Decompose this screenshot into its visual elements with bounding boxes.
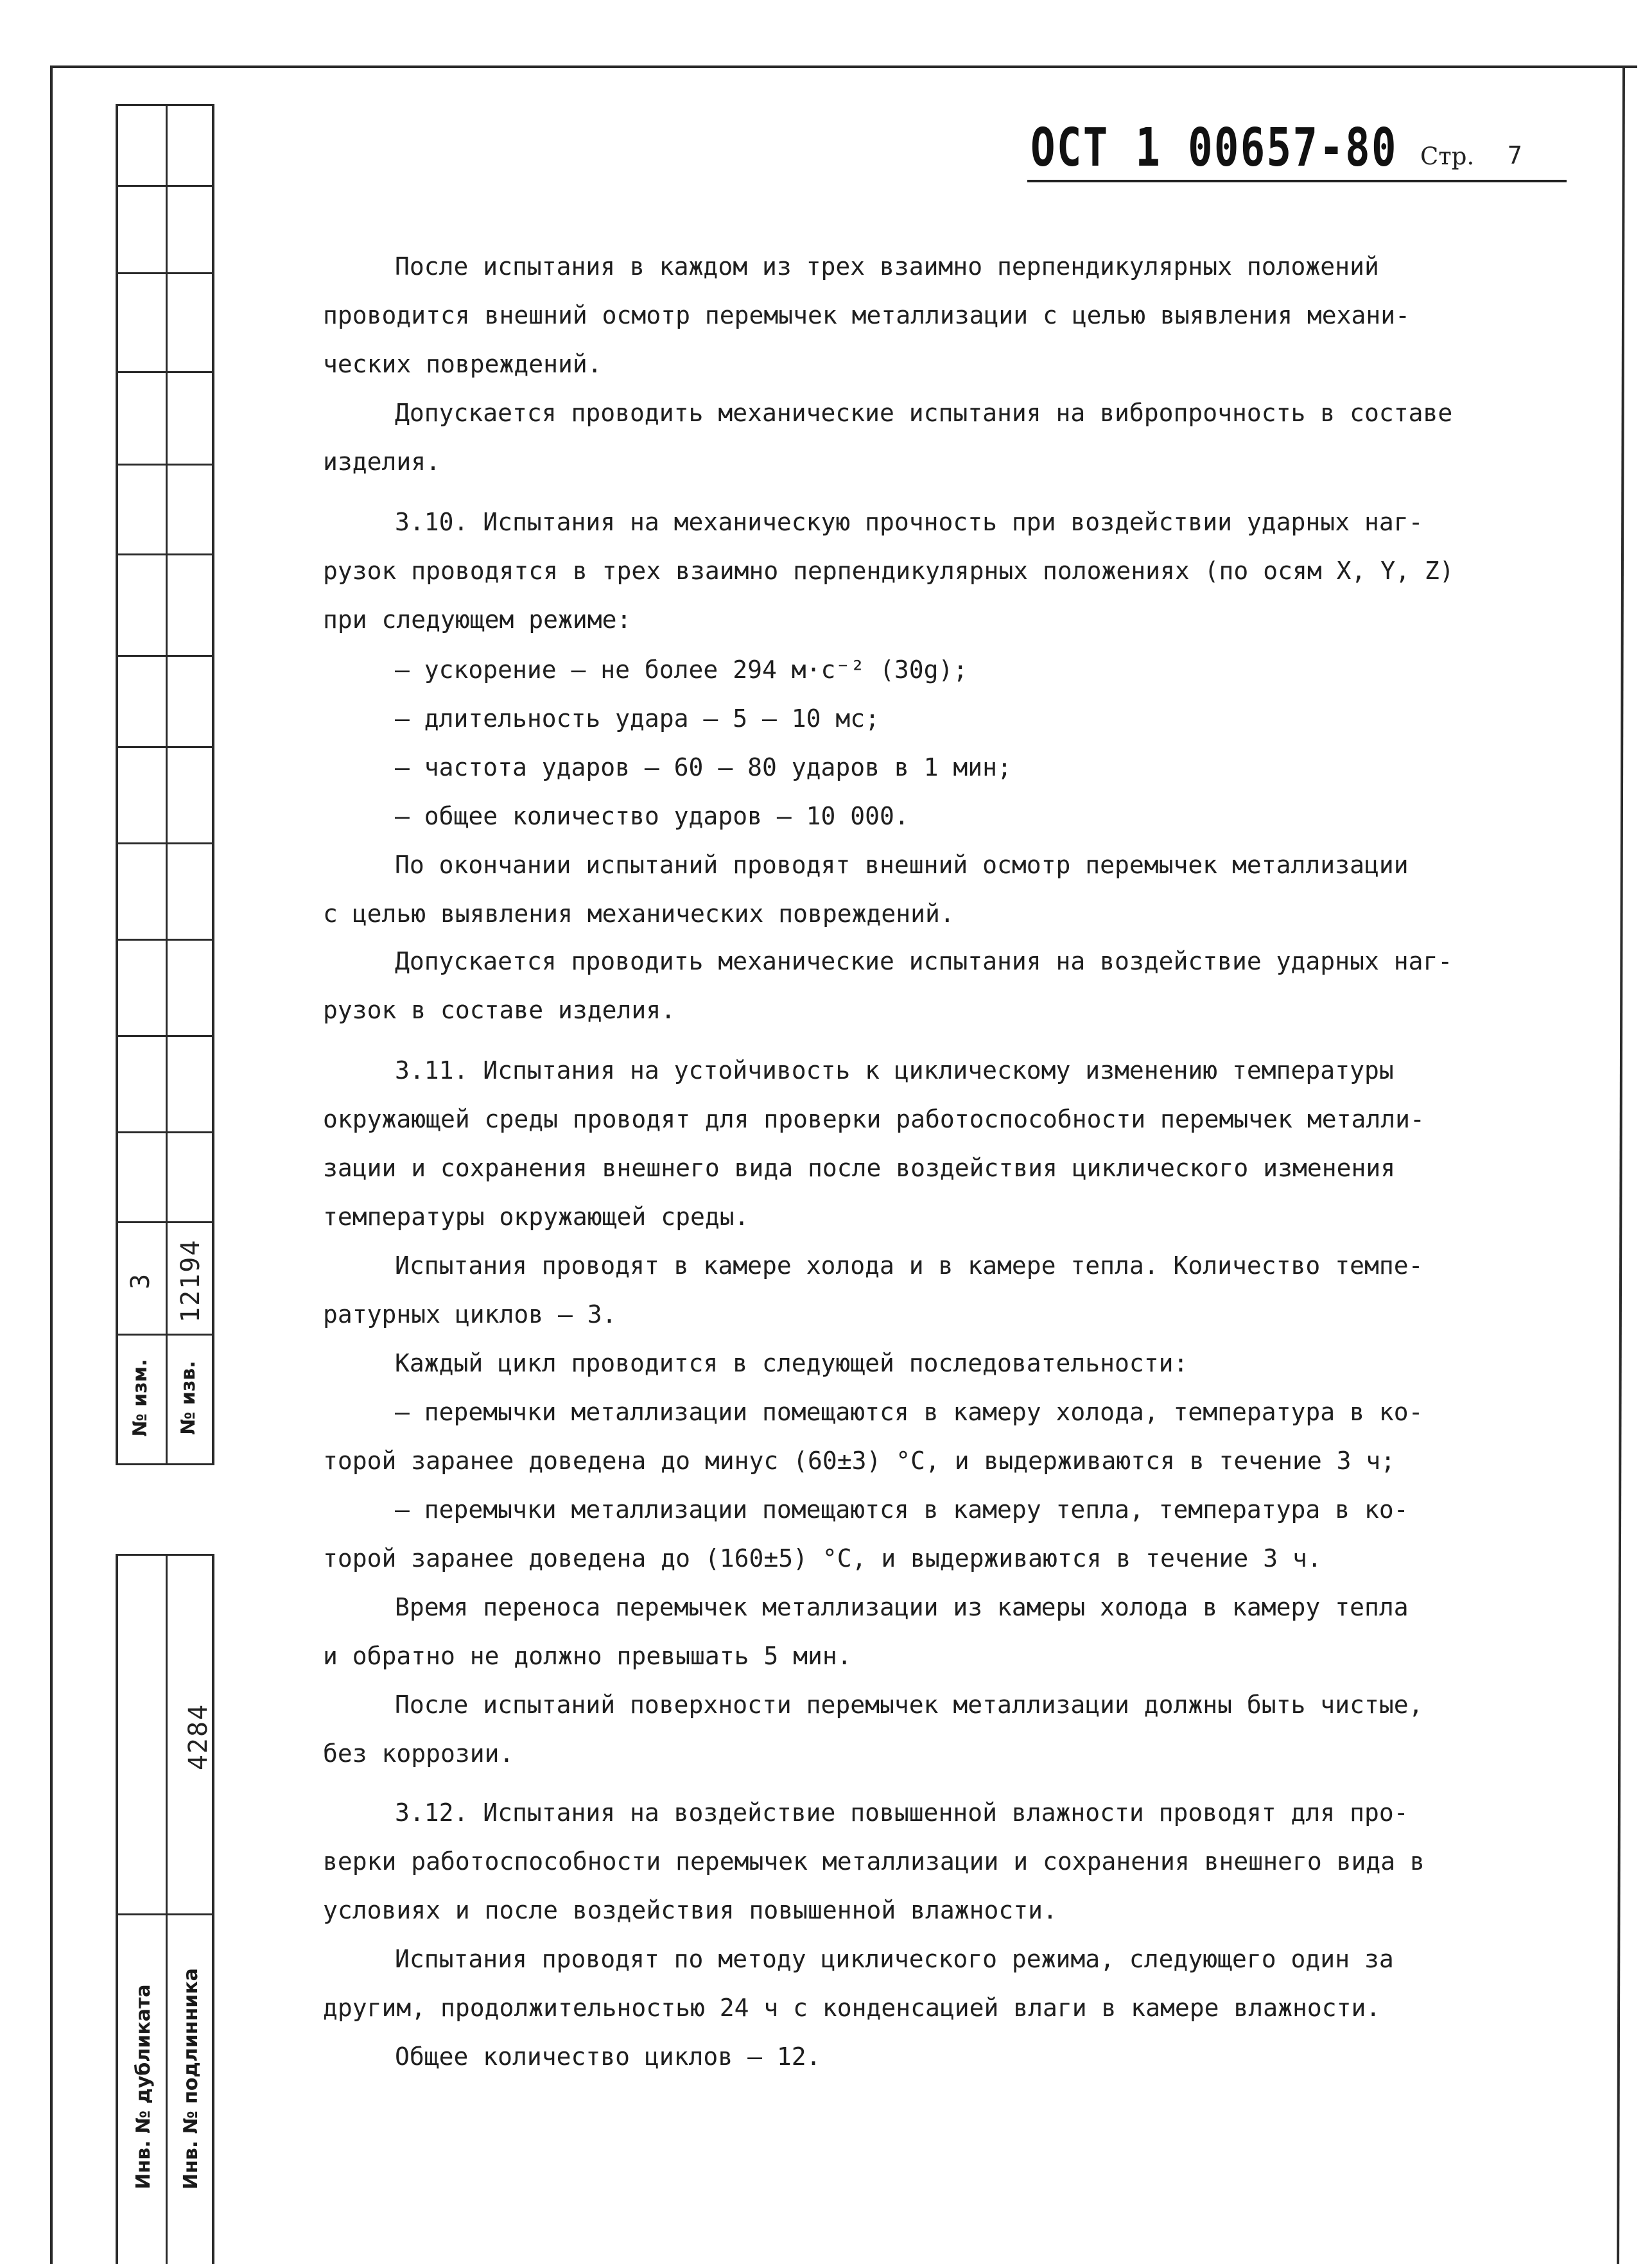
section-3-12: 3.12. Испытания на воздействие повышенной влажности проводят для про- верки работоспособности перемычек металлизации и сохранения внешнего вида в условиях и после воздействия повышенной влажности. [323, 1798, 1425, 1924]
cold-step: – перемычки металлизации помещаются в камеру холода, температура в ко- торой заранее доведена до минус (60±3) °С, и выдерживаются в течение 3 ч; [323, 1398, 1423, 1475]
shock-regime-list [395, 645, 1589, 840]
header-rule [1027, 180, 1567, 182]
section-3-11: 3.11. Испытания на устойчивость к циклическому изменению температуры окружающей среды проводят для проверки работоспособности перемычек металли- зации и сохранения внешнего вида после воздействия циклического изменения температуры окружающей среды. [323, 1056, 1425, 1231]
paragraph-14: Испытания проводят по методу циклического режима, следующего один за другим, продолжительностью 24 ч с конденсацией влаги в камере влажности. [323, 1945, 1394, 2022]
heat-step: – перемычки металлизации помещаются в камеру тепла, температура в ко- торой заранее доведена до (160±5) °С, и выдерживаются в течение 3 ч. [323, 1495, 1409, 1572]
paragraph-12: После испытаний поверхности перемычек металлизации должны быть чистые, без коррозии. [323, 1691, 1423, 1768]
paragraph-4: По окончании испытаний проводят внешний осмотр перемычек металлизации с целью выявления механических повреждений. [323, 851, 1409, 928]
list-item: – ускорение – не более 294 м·с⁻² (30g); [395, 656, 968, 684]
dublikat-label: Инв. № дубликата [132, 1984, 155, 2190]
paragraph-7: Испытания проводят в камере холода и в камере тепла. Количество темпе- ратурных циклов – 3. [323, 1251, 1423, 1328]
document-code: ОСТ 1 00657-80 [1030, 118, 1398, 179]
paragraph-15: Общее количество циклов – 12. [395, 2042, 821, 2071]
paragraph-5: Допускается проводить механические испытания на воздействие ударных наг- рузок в составе изделия. [323, 947, 1453, 1024]
paragraph-8: Каждый цикл проводится в следующей последовательности: [395, 1349, 1188, 1377]
list-item: – частота ударов – 60 – 80 ударов в 1 мин; [395, 753, 1012, 781]
izv-value: 12194 [176, 1239, 205, 1323]
page-frame-left [50, 65, 53, 2264]
page-frame-top [50, 65, 1637, 68]
paragraph-2: Допускается проводить механические испытания на вибропрочность в составе изделия. [323, 399, 1453, 476]
podlinnik-label: Инв. № подлинника [180, 1968, 202, 2190]
inventory-table [116, 1554, 214, 2264]
list-item: – общее количество ударов – 10 000. [395, 802, 909, 830]
izm-value: 3 [126, 1272, 155, 1290]
page-frame-right [1617, 67, 1625, 2264]
revision-table [116, 104, 214, 1465]
paragraph-1: После испытания в каждом из трех взаимно перпендикулярных положений проводится внешний осмотр перемычек металлизации с целью выявления механи- ческих повреждений. [323, 252, 1410, 378]
list-item: – длительность удара – 5 – 10 мс; [395, 704, 880, 733]
podlinnik-number: 4284 [184, 1703, 213, 1771]
page-number: 7 [1508, 141, 1522, 170]
izm-label: № изм. [129, 1359, 152, 1437]
section-3-10: 3.10. Испытания на механическую прочность при воздействии ударных наг- рузок проводятся в трех взаимно перпендикулярных положениях (по осям X, Y, Z) при следующем режиме: [323, 508, 1454, 634]
izv-label: № изв. [177, 1361, 200, 1435]
page-label: Стр. [1420, 143, 1475, 170]
paragraph-11: Время переноса перемычек металлизации из камеры холода в камеру тепла и обратно не должно превышать 5 мин. [323, 1593, 1409, 1670]
